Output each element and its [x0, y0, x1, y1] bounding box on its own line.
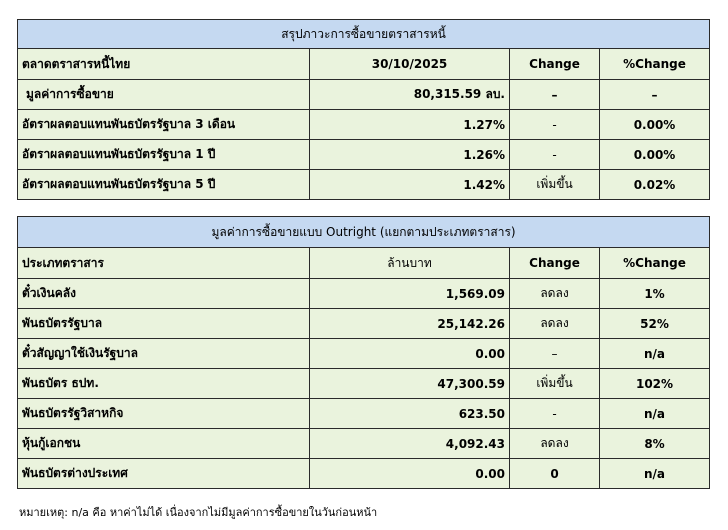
- row-change: –: [510, 80, 600, 110]
- row-change: เพิ่มขึ้น: [510, 369, 600, 399]
- outright-col-pct: %Change: [600, 248, 710, 279]
- table-row: [18, 170, 710, 200]
- row-value: 1.27%: [310, 110, 510, 140]
- table-row: [18, 279, 710, 309]
- row-pct: n/a: [600, 459, 710, 489]
- summary-title: สรุปภาวะการซื้อขายตราสารหนี้: [18, 20, 710, 49]
- summary-col-date: 30/10/2025: [310, 49, 510, 80]
- row-label: มูลค่าการซื้อขาย: [18, 80, 310, 110]
- row-change: ลดลง: [510, 279, 600, 309]
- row-change: -: [510, 140, 600, 170]
- outright-col-change: Change: [510, 248, 600, 279]
- table-row: [18, 339, 710, 369]
- summary-col-pct: %Change: [600, 49, 710, 80]
- summary-col-change: Change: [510, 49, 600, 80]
- row-pct: n/a: [600, 339, 710, 369]
- row-value: 0.00: [310, 459, 510, 489]
- table-row: [18, 140, 710, 170]
- row-label: พันธบัตร ธปท.: [18, 369, 310, 399]
- summary-table: [17, 19, 710, 200]
- row-label: อัตราผลตอบแทนพันธบัตรรัฐบาล 3 เดือน: [18, 110, 310, 140]
- row-label: พันธบัตรต่างประเทศ: [18, 459, 310, 489]
- row-pct: 0.00%: [600, 110, 710, 140]
- row-label: พันธบัตรรัฐบาล: [18, 309, 310, 339]
- row-pct: 52%: [600, 309, 710, 339]
- row-change: -: [510, 110, 600, 140]
- row-change: เพิ่มขึ้น: [510, 170, 600, 200]
- row-pct: 1%: [600, 279, 710, 309]
- row-pct: 102%: [600, 369, 710, 399]
- row-value: 0.00: [310, 339, 510, 369]
- row-pct: 0.00%: [600, 140, 710, 170]
- outright-col-value: ล้านบาท: [310, 248, 510, 279]
- row-label: ตั๋วสัญญาใช้เงินรัฐบาล: [18, 339, 310, 369]
- table-row: [18, 80, 710, 110]
- table-row: [18, 399, 710, 429]
- table-row: [18, 459, 710, 489]
- row-value: 4,092.43: [310, 429, 510, 459]
- outright-col-type: ประเภทตราสาร: [18, 248, 310, 279]
- table-row: [18, 110, 710, 140]
- row-value: 1.42%: [310, 170, 510, 200]
- table-row: [18, 429, 710, 459]
- table-row: [18, 309, 710, 339]
- row-change: –: [510, 339, 600, 369]
- row-change: ลดลง: [510, 309, 600, 339]
- row-pct: –: [600, 80, 710, 110]
- row-label: ตั๋วเงินคลัง: [18, 279, 310, 309]
- row-value: 80,315.59 ลบ.: [310, 80, 510, 110]
- row-value: 47,300.59: [310, 369, 510, 399]
- row-label: พันธบัตรรัฐวิสาหกิจ: [18, 399, 310, 429]
- row-value: 25,142.26: [310, 309, 510, 339]
- table-row: [18, 369, 710, 399]
- row-label: อัตราผลตอบแทนพันธบัตรรัฐบาล 5 ปี: [18, 170, 310, 200]
- row-pct: n/a: [600, 399, 710, 429]
- row-value: 1.26%: [310, 140, 510, 170]
- outright-table: [17, 216, 710, 489]
- row-label: หุ้นกู้เอกชน: [18, 429, 310, 459]
- summary-col-market: ตลาดตราสารหนี้ไทย: [18, 49, 310, 80]
- row-change: -: [510, 399, 600, 429]
- row-change: ลดลง: [510, 429, 600, 459]
- row-value: 1,569.09: [310, 279, 510, 309]
- row-pct: 0.02%: [600, 170, 710, 200]
- row-label: อัตราผลตอบแทนพันธบัตรรัฐบาล 1 ปี: [18, 140, 310, 170]
- row-pct: 8%: [600, 429, 710, 459]
- row-change: 0: [510, 459, 600, 489]
- outright-title: มูลค่าการซื้อขายแบบ Outright (แยกตามประเภทตราสาร): [18, 217, 710, 248]
- row-value: 623.50: [310, 399, 510, 429]
- footnote: หมายเหตุ: n/a คือ หาค่าไม่ได้ เนื่องจากไม่มีมูลค่าการซื้อขายในวันก่อนหน้า: [19, 506, 378, 519]
